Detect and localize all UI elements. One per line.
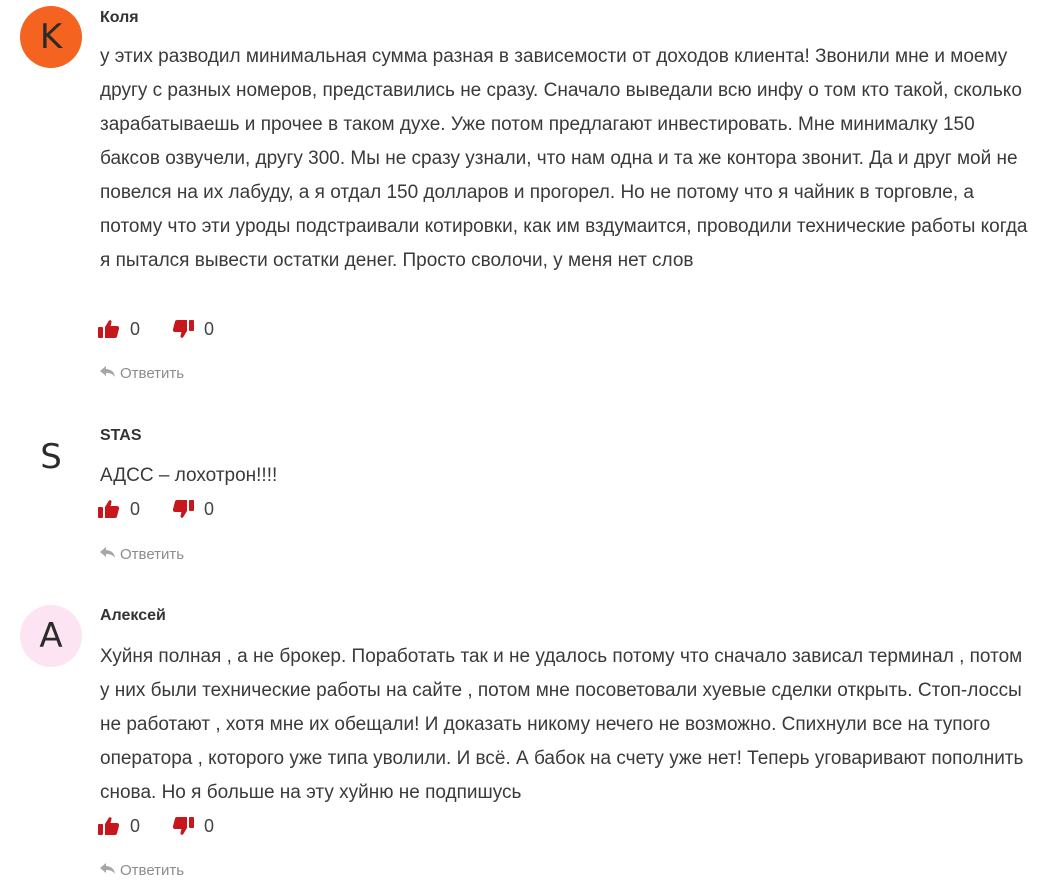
thumbs-down-icon xyxy=(172,319,194,339)
like-button[interactable] xyxy=(98,816,140,837)
reply-button[interactable] xyxy=(100,365,184,382)
comment-text: у этих разводил минимальная сумма разная в зависемости от доходов клиента! Звонили мне и моему другу с разных номеров, представились не сразу. Сначало выведали всю инфу о том кто такой, сколько зарабатываешь и прочее в таком духе. Уже потом предлагают инвестировать. Мне минималку 150 баксов озвучели, другу 300. Мы не сразу узнали, что нам одна и та же контора звонит. Да и друг мой не повелся на их лабуду, а я отдал 150 долларов и прогорел. Но не потому что я чайник в торговле, а потому что эти уроды подстраивали котировки, как им вздумаится, проводили технические работы когда я пытался вывести остатки денег. Просто сволочи, у меня нет слов xyxy=(100,46,1028,271)
reply-label: Ответить xyxy=(120,862,185,879)
dislike-count: 0 xyxy=(204,498,215,519)
thumbs-up-icon xyxy=(98,319,120,339)
reply-button[interactable] xyxy=(100,862,184,879)
comment-text: Хуйня полная , а не брокер. Поработать так и не удалось потому что сначало зависал терминал , потом у них были технические работы на сайте , потом мне посоветовали хуевые сделки открыть. Стоп-лоссы не работают , хотя мне их обещали! И доказать никому нечего не возможно. Спихнули все на тупого оператора , которого уже типа уволили. И всё. А бабок на счету уже нет! Теперь уговаривают пополнить снова. Но я больше на эту хуйню не подпишусь xyxy=(100,646,1024,803)
dislike-count: 0 xyxy=(204,815,215,836)
comment-text: АДСС – лохотрон!!!! xyxy=(100,465,278,486)
like-count: 0 xyxy=(130,815,141,836)
dislike-button[interactable] xyxy=(172,319,214,340)
comment-author: Алексей xyxy=(100,607,166,624)
comment-author: STAS xyxy=(100,427,142,444)
dislike-button[interactable] xyxy=(172,816,214,837)
vote-bar xyxy=(98,814,214,838)
dislike-count: 0 xyxy=(204,318,215,339)
thumbs-down-icon xyxy=(172,816,194,836)
like-count: 0 xyxy=(130,318,141,339)
avatar: A xyxy=(20,605,82,667)
like-button[interactable] xyxy=(98,499,140,520)
thumbs-down-icon xyxy=(172,499,194,519)
comment-author: Коля xyxy=(100,9,139,26)
like-count: 0 xyxy=(130,498,141,519)
reply-label: Ответить xyxy=(120,365,185,382)
like-button[interactable] xyxy=(98,319,140,340)
avatar: S xyxy=(20,426,82,488)
thumbs-up-icon xyxy=(98,816,120,836)
reply-label: Ответить xyxy=(120,546,185,563)
avatar: K xyxy=(20,6,82,68)
vote-bar xyxy=(98,497,214,521)
reply-arrow-icon xyxy=(100,546,120,563)
reply-arrow-icon xyxy=(100,862,120,879)
reply-button[interactable] xyxy=(100,546,184,563)
dislike-button[interactable] xyxy=(172,499,214,520)
reply-arrow-icon xyxy=(100,365,120,382)
thumbs-up-icon xyxy=(98,499,120,519)
vote-bar xyxy=(98,317,214,341)
